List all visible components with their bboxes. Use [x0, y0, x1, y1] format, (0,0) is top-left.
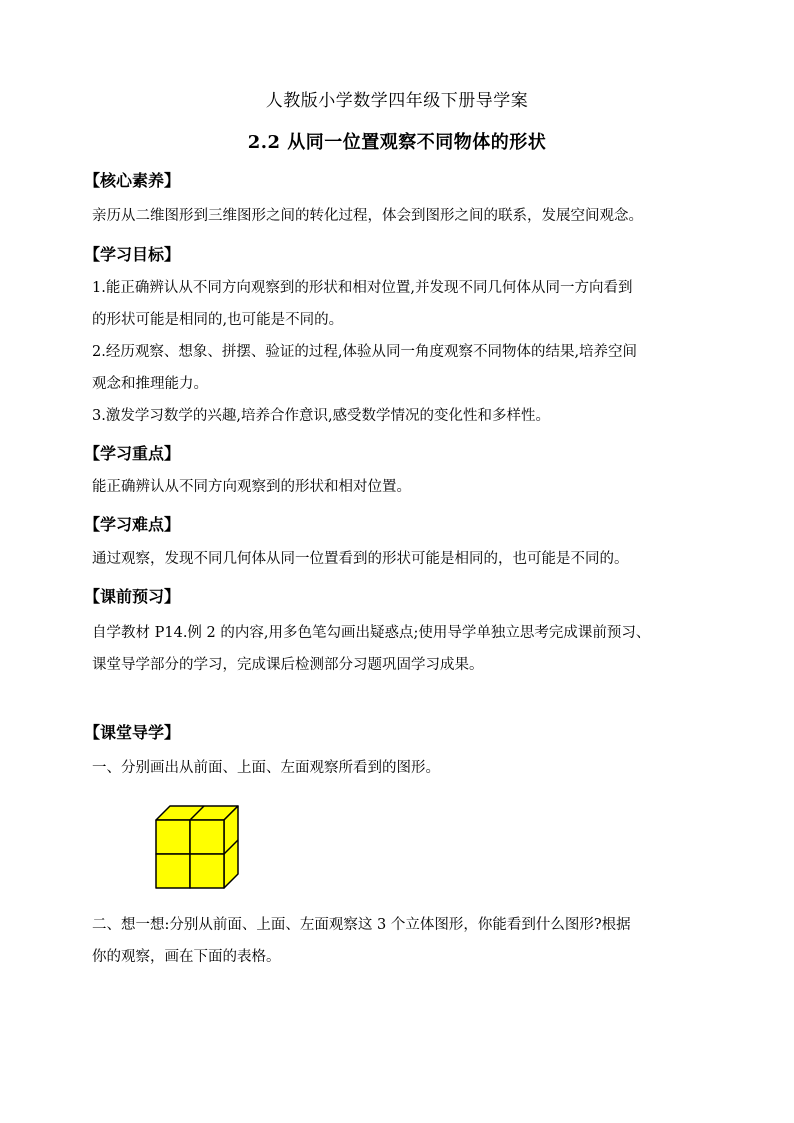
preview-heading: 【课前预习】: [84, 587, 181, 606]
focus-heading: 【学习重点】: [84, 444, 181, 463]
core-heading: 【核心素养】: [84, 171, 181, 190]
core-text: 亲历从二维图形到三维图形之间的转化过程，体会到图形之间的联系，发展空间观念。: [92, 208, 643, 224]
goals-line-5: 3.激发学习数学的兴趣,培养合作意识,感受数学情况的变化性和多样性。: [92, 408, 551, 424]
goals-line-2: 的形状可能是相同的,也可能是不同的。: [92, 312, 344, 328]
preview-line-2: 课堂导学部分的学习，完成课后检测部分习题巩固学习成果。: [92, 657, 484, 673]
focus-text: 能正确辨认从不同方向观察到的形状和相对位置。: [92, 479, 411, 495]
classroom-task-1: 一、分别画出从前面、上面、左面观察所看到的图形。: [92, 760, 440, 776]
cube-front-bottom-left: [156, 854, 190, 888]
difficulty-heading: 【学习难点】: [84, 515, 181, 534]
classroom-task-2-line-1: 二、想一想:分别从前面、上面、左面观察这 3 个立体图形，你能看到什么图形?根据: [92, 917, 631, 933]
document-subtitle: 2.2 从同一位置观察不同物体的形状: [247, 132, 547, 153]
classroom-heading: 【课堂导学】: [84, 723, 181, 742]
cube-front-bottom-right: [190, 854, 224, 888]
goals-line-1: 1.能正确辨认从不同方向观察到的形状和相对位置,并发现不同几何体从同一方向看到: [92, 280, 633, 296]
goals-line-3: 2.经历观察、想象、拼摆、验证的过程,体验从同一角度观察不同物体的结果,培养空间: [92, 344, 638, 360]
goals-line-4: 观念和推理能力。: [92, 376, 208, 392]
cube-front-top-left: [156, 820, 190, 854]
goals-heading: 【学习目标】: [84, 245, 181, 264]
difficulty-text: 通过观察，发现不同几何体从同一位置看到的形状可能是相同的，也可能是不同的。: [92, 551, 629, 567]
cube-stack-figure: [150, 800, 245, 895]
document-title: 人教版小学数学四年级下册导学案: [265, 91, 529, 111]
preview-line-1: 自学教材 P14.例 2 的内容,用多色笔勾画出疑惑点;使用导学单独立思考完成课前预习、: [92, 625, 651, 641]
classroom-task-2-line-2: 你的观察，画在下面的表格。: [92, 949, 281, 965]
cube-front-top-right: [190, 820, 224, 854]
